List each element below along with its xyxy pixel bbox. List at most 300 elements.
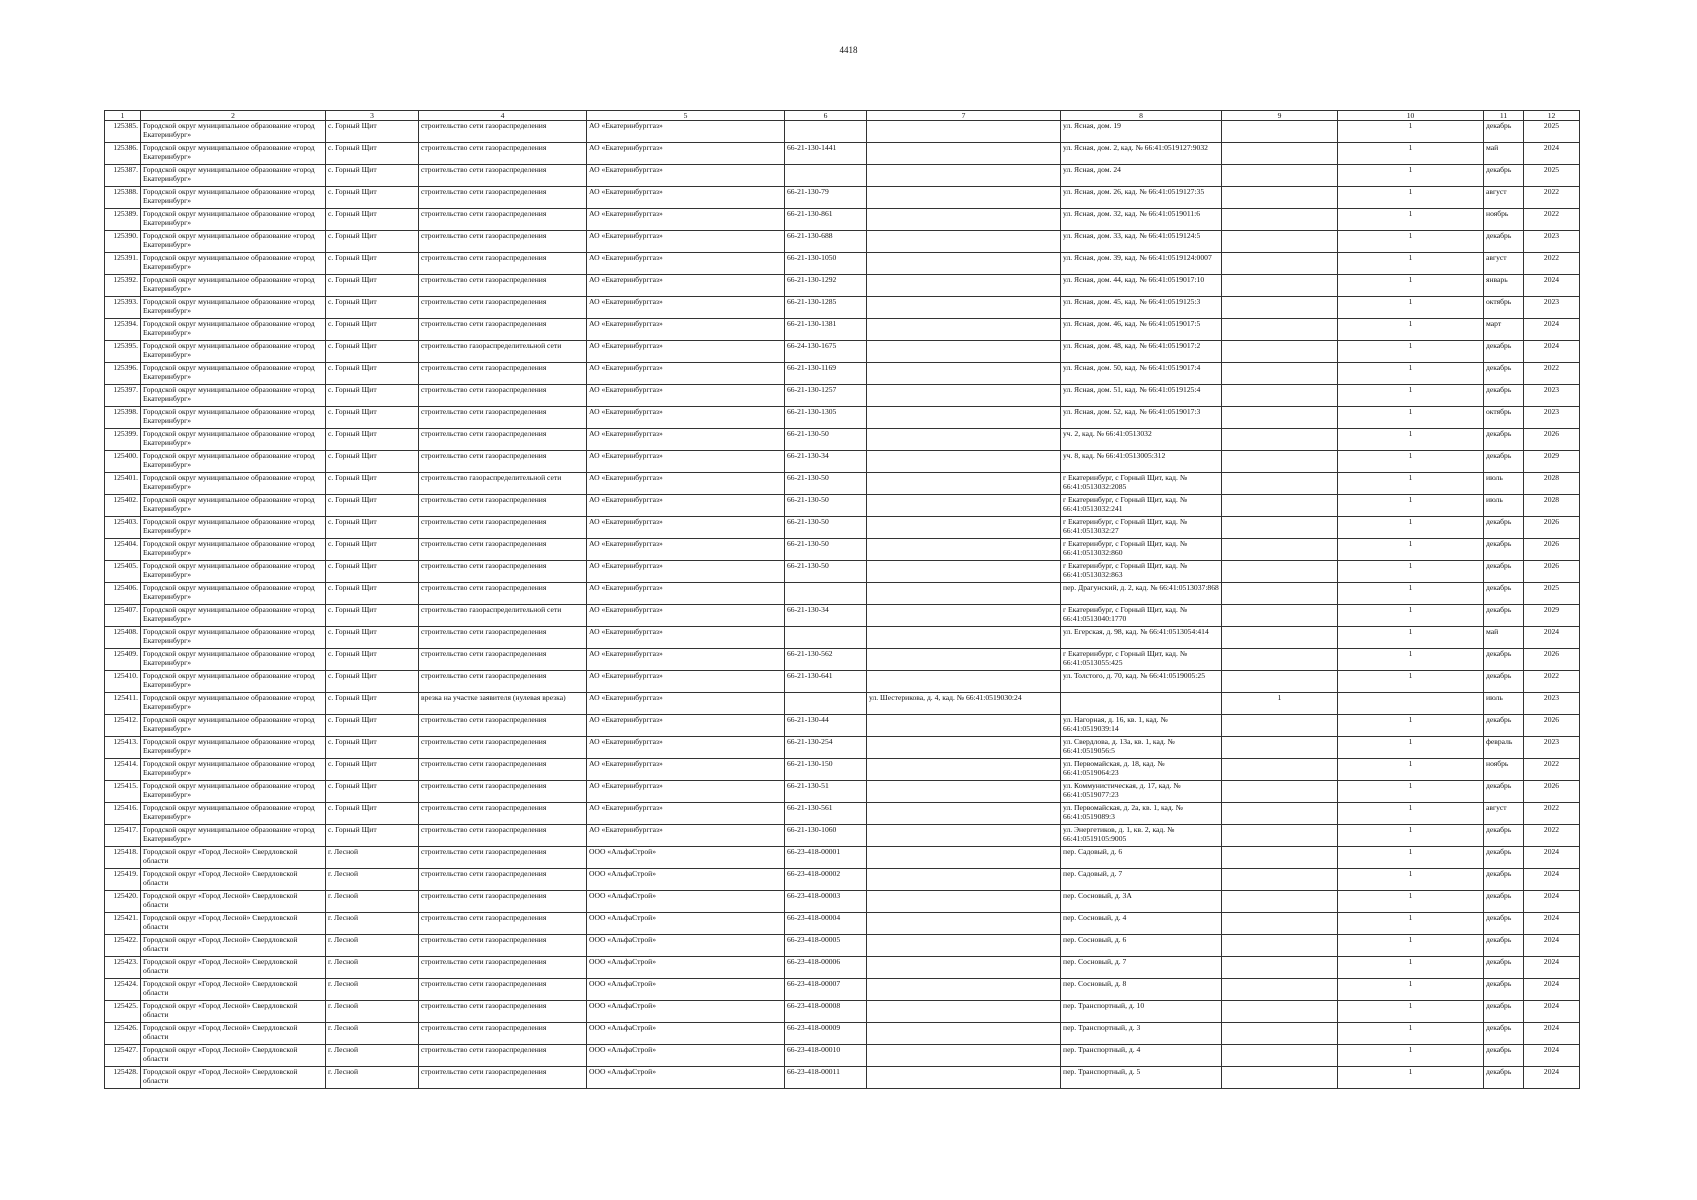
municipality-cell: Городской округ муниципальное образование «город Екатеринбург» [141, 451, 326, 473]
organization-cell: АО «Екатеринбурггаз» [587, 693, 785, 715]
table-row [105, 165, 1580, 187]
municipality-cell: Городской округ муниципальное образование «город Екатеринбург» [141, 825, 326, 847]
settlement-cell: с. Горный Щит [326, 605, 419, 627]
address-cell: ул. Ясная, дом. 32, кад. № 66:41:0519011:6 [1061, 209, 1222, 231]
month-cell: ноябрь [1484, 759, 1524, 781]
work-type-cell: строительство сети газораспределения [419, 847, 587, 869]
settlement-cell: с. Горный Щит [326, 517, 419, 539]
table-row [105, 473, 1580, 495]
column-9-cell [1222, 473, 1338, 495]
column-9-cell [1222, 1023, 1338, 1045]
column-9-cell [1222, 209, 1338, 231]
registry-number-cell: 66-23-418-00011 [785, 1067, 867, 1089]
count-cell: 1 [1338, 891, 1484, 913]
settlement-cell: г. Лесной [326, 913, 419, 935]
column-9-cell [1222, 495, 1338, 517]
settlement-cell: с. Горный Щит [326, 363, 419, 385]
year-cell: 2024 [1524, 913, 1580, 935]
column-9-cell [1222, 1067, 1338, 1089]
table-row [105, 319, 1580, 341]
municipality-cell: Городской округ муниципальное образование «город Екатеринбург» [141, 495, 326, 517]
object-address-cell [867, 121, 1061, 143]
row-number-cell: 125390. [105, 231, 141, 253]
count-cell: 1 [1338, 561, 1484, 583]
registry-number-cell: 66-21-130-50 [785, 561, 867, 583]
work-type-cell: строительство сети газораспределения [419, 275, 587, 297]
month-cell: декабрь [1484, 231, 1524, 253]
settlement-cell: с. Горный Щит [326, 473, 419, 495]
column-header-9: 9 [1222, 111, 1338, 121]
address-cell: ул. Энергетиков, д. 1, кв. 2, кад. № 66:41:0519105:9005 [1061, 825, 1222, 847]
address-cell: г Екатеринбург, с Горный Щит, кад. № 66:41:0513040:1770 [1061, 605, 1222, 627]
column-9-cell [1222, 605, 1338, 627]
column-header-1: 1 [105, 111, 141, 121]
organization-cell: АО «Екатеринбурггаз» [587, 583, 785, 605]
column-header-11: 11 [1484, 111, 1524, 121]
address-cell: пер. Транспортный, д. 4 [1061, 1045, 1222, 1067]
count-cell: 1 [1338, 121, 1484, 143]
municipality-cell: Городской округ муниципальное образование «город Екатеринбург» [141, 605, 326, 627]
count-cell: 1 [1338, 429, 1484, 451]
column-9-cell [1222, 847, 1338, 869]
settlement-cell: с. Горный Щит [326, 495, 419, 517]
column-9-cell [1222, 517, 1338, 539]
organization-cell: АО «Екатеринбурггаз» [587, 627, 785, 649]
settlement-cell: с. Горный Щит [326, 341, 419, 363]
year-cell: 2024 [1524, 1067, 1580, 1089]
count-cell: 1 [1338, 759, 1484, 781]
object-address-cell [867, 517, 1061, 539]
organization-cell: АО «Екатеринбурггаз» [587, 781, 785, 803]
year-cell: 2024 [1524, 847, 1580, 869]
object-address-cell [867, 935, 1061, 957]
column-9-cell [1222, 671, 1338, 693]
municipality-cell: Городской округ «Город Лесной» Свердловской области [141, 1045, 326, 1067]
work-type-cell: строительство сети газораспределения [419, 231, 587, 253]
work-type-cell: строительство сети газораспределения [419, 781, 587, 803]
row-number-cell: 125399. [105, 429, 141, 451]
registry-number-cell: 66-23-418-00006 [785, 957, 867, 979]
row-number-cell: 125411. [105, 693, 141, 715]
registry-number-cell: 66-21-130-50 [785, 429, 867, 451]
municipality-cell: Городской округ муниципальное образование «город Екатеринбург» [141, 385, 326, 407]
row-number-cell: 125391. [105, 253, 141, 275]
organization-cell: АО «Екатеринбурггаз» [587, 671, 785, 693]
month-cell: июль [1484, 693, 1524, 715]
work-type-cell: строительство газораспределительной сети [419, 341, 587, 363]
address-cell: г Екатеринбург, с Горный Щит, кад. № 66:41:0513032:2085 [1061, 473, 1222, 495]
address-cell: ул. Свердлова, д. 13а, кв. 1, кад. № 66:41:0519056:5 [1061, 737, 1222, 759]
settlement-cell: с. Горный Щит [326, 693, 419, 715]
column-9-cell [1222, 715, 1338, 737]
month-cell: октябрь [1484, 407, 1524, 429]
object-address-cell [867, 957, 1061, 979]
column-9-cell [1222, 869, 1338, 891]
address-cell: ул. Первомайская, д. 18, кад. № 66:41:0519064:23 [1061, 759, 1222, 781]
table-row [105, 121, 1580, 143]
object-address-cell [867, 583, 1061, 605]
column-header-2: 2 [141, 111, 326, 121]
month-cell: декабрь [1484, 891, 1524, 913]
year-cell: 2024 [1524, 1023, 1580, 1045]
month-cell: декабрь [1484, 1023, 1524, 1045]
municipality-cell: Городской округ «Город Лесной» Свердловской области [141, 935, 326, 957]
column-9-cell [1222, 231, 1338, 253]
address-cell: пер. Сосновый, д. 3А [1061, 891, 1222, 913]
row-number-cell: 125402. [105, 495, 141, 517]
work-type-cell: строительство сети газораспределения [419, 517, 587, 539]
organization-cell: АО «Екатеринбурггаз» [587, 649, 785, 671]
municipality-cell: Городской округ муниципальное образование «город Екатеринбург» [141, 693, 326, 715]
work-type-cell: строительство сети газораспределения [419, 363, 587, 385]
row-number-cell: 125395. [105, 341, 141, 363]
table-row [105, 253, 1580, 275]
registry-number-cell: 66-21-130-79 [785, 187, 867, 209]
column-9-cell [1222, 1045, 1338, 1067]
registry-number-cell: 66-21-130-1169 [785, 363, 867, 385]
work-type-cell: строительство сети газораспределения [419, 143, 587, 165]
column-9-cell [1222, 451, 1338, 473]
column-9-cell [1222, 1001, 1338, 1023]
address-cell: ул. Коммунистическая, д. 17, кад. № 66:41:0519077:23 [1061, 781, 1222, 803]
registry-number-cell: 66-21-130-254 [785, 737, 867, 759]
work-type-cell: строительство сети газораспределения [419, 121, 587, 143]
year-cell: 2023 [1524, 385, 1580, 407]
column-9-cell [1222, 297, 1338, 319]
municipality-cell: Городской округ муниципальное образование «город Екатеринбург» [141, 253, 326, 275]
registry-number-cell: 66-21-130-1381 [785, 319, 867, 341]
year-cell: 2026 [1524, 781, 1580, 803]
column-9-cell [1222, 121, 1338, 143]
table-row [105, 1001, 1580, 1023]
table-row [105, 605, 1580, 627]
column-9-cell [1222, 385, 1338, 407]
settlement-cell: с. Горный Щит [326, 165, 419, 187]
address-cell: пер. Транспортный, д. 10 [1061, 1001, 1222, 1023]
object-address-cell: ул. Шестерикова, д. 4, кад. № 66:41:0519030:24 [867, 693, 1061, 715]
organization-cell: АО «Екатеринбурггаз» [587, 561, 785, 583]
object-address-cell [867, 473, 1061, 495]
settlement-cell: с. Горный Щит [326, 319, 419, 341]
work-type-cell: строительство газораспределительной сети [419, 473, 587, 495]
work-type-cell: строительство сети газораспределения [419, 495, 587, 517]
column-9-cell [1222, 759, 1338, 781]
municipality-cell: Городской округ муниципальное образование «город Екатеринбург» [141, 407, 326, 429]
year-cell: 2025 [1524, 583, 1580, 605]
table-row [105, 363, 1580, 385]
work-type-cell: строительство сети газораспределения [419, 825, 587, 847]
registry-number-cell: 66-23-418-00005 [785, 935, 867, 957]
row-number-cell: 125397. [105, 385, 141, 407]
month-cell: май [1484, 627, 1524, 649]
table-row [105, 561, 1580, 583]
municipality-cell: Городской округ «Город Лесной» Свердловской области [141, 1067, 326, 1089]
settlement-cell: с. Горный Щит [326, 561, 419, 583]
address-cell: пер. Сосновый, д. 6 [1061, 935, 1222, 957]
object-address-cell [867, 715, 1061, 737]
address-cell: ул. Ясная, дом. 48, кад. № 66:41:0519017:2 [1061, 341, 1222, 363]
count-cell: 1 [1338, 187, 1484, 209]
row-number-cell: 125392. [105, 275, 141, 297]
count-cell: 1 [1338, 297, 1484, 319]
row-number-cell: 125418. [105, 847, 141, 869]
table-row [105, 649, 1580, 671]
work-type-cell: строительство сети газораспределения [419, 715, 587, 737]
count-cell: 1 [1338, 1023, 1484, 1045]
settlement-cell: с. Горный Щит [326, 583, 419, 605]
count-cell: 1 [1338, 627, 1484, 649]
year-cell: 2026 [1524, 649, 1580, 671]
table-row [105, 825, 1580, 847]
table-row [105, 495, 1580, 517]
row-number-cell: 125407. [105, 605, 141, 627]
row-number-cell: 125415. [105, 781, 141, 803]
municipality-cell: Городской округ муниципальное образование «город Екатеринбург» [141, 319, 326, 341]
row-number-cell: 125408. [105, 627, 141, 649]
address-cell: пер. Драгунский, д. 2, кад. № 66:41:0513037:868 [1061, 583, 1222, 605]
registry-number-cell: 66-21-130-50 [785, 473, 867, 495]
address-cell: г Екатеринбург, с Горный Щит, кад. № 66:41:0513032:241 [1061, 495, 1222, 517]
settlement-cell: г. Лесной [326, 869, 419, 891]
table-row [105, 297, 1580, 319]
year-cell: 2024 [1524, 869, 1580, 891]
settlement-cell: с. Горный Щит [326, 737, 419, 759]
organization-cell: АО «Екатеринбурггаз» [587, 737, 785, 759]
year-cell: 2026 [1524, 539, 1580, 561]
column-9-cell [1222, 319, 1338, 341]
year-cell: 2022 [1524, 187, 1580, 209]
count-cell: 1 [1338, 473, 1484, 495]
organization-cell: АО «Екатеринбурггаз» [587, 385, 785, 407]
municipality-cell: Городской округ «Город Лесной» Свердловской области [141, 957, 326, 979]
month-cell: декабрь [1484, 715, 1524, 737]
municipality-cell: Городской округ «Город Лесной» Свердловской области [141, 869, 326, 891]
municipality-cell: Городской округ «Город Лесной» Свердловской области [141, 913, 326, 935]
column-9-cell [1222, 913, 1338, 935]
month-cell: декабрь [1484, 1001, 1524, 1023]
work-type-cell: строительство сети газораспределения [419, 737, 587, 759]
registry-number-cell: 66-21-130-1285 [785, 297, 867, 319]
organization-cell: АО «Екатеринбурггаз» [587, 495, 785, 517]
year-cell: 2023 [1524, 693, 1580, 715]
month-cell: декабрь [1484, 583, 1524, 605]
row-number-cell: 125398. [105, 407, 141, 429]
count-cell: 1 [1338, 363, 1484, 385]
object-address-cell [867, 363, 1061, 385]
work-type-cell: строительство сети газораспределения [419, 1067, 587, 1089]
municipality-cell: Городской округ «Город Лесной» Свердловской области [141, 1023, 326, 1045]
column-9-cell [1222, 143, 1338, 165]
year-cell: 2028 [1524, 473, 1580, 495]
registry-number-cell: 66-21-130-44 [785, 715, 867, 737]
registry-table [104, 110, 1580, 1089]
registry-number-cell: 66-21-130-561 [785, 803, 867, 825]
work-type-cell: строительство сети газораспределения [419, 803, 587, 825]
column-9-cell [1222, 891, 1338, 913]
table-row [105, 671, 1580, 693]
column-header-7: 7 [867, 111, 1061, 121]
table-row [105, 429, 1580, 451]
object-address-cell [867, 165, 1061, 187]
table-row [105, 627, 1580, 649]
object-address-cell [867, 913, 1061, 935]
organization-cell: ООО «АльфаСтрой» [587, 1045, 785, 1067]
address-cell: ул. Ясная, дом. 52, кад. № 66:41:0519017:3 [1061, 407, 1222, 429]
year-cell: 2023 [1524, 231, 1580, 253]
organization-cell: ООО «АльфаСтрой» [587, 979, 785, 1001]
settlement-cell: г. Лесной [326, 979, 419, 1001]
work-type-cell: строительство сети газораспределения [419, 957, 587, 979]
registry-number-cell: 66-21-130-1292 [785, 275, 867, 297]
month-cell: июль [1484, 495, 1524, 517]
month-cell: декабрь [1484, 1067, 1524, 1089]
month-cell: декабрь [1484, 869, 1524, 891]
settlement-cell: г. Лесной [326, 1023, 419, 1045]
count-cell: 1 [1338, 1067, 1484, 1089]
organization-cell: ООО «АльфаСтрой» [587, 935, 785, 957]
settlement-cell: г. Лесной [326, 1067, 419, 1089]
registry-number-cell: 66-24-130-1675 [785, 341, 867, 363]
work-type-cell: строительство сети газораспределения [419, 649, 587, 671]
municipality-cell: Городской округ муниципальное образование «город Екатеринбург» [141, 803, 326, 825]
year-cell: 2024 [1524, 957, 1580, 979]
table-row [105, 385, 1580, 407]
table-row [105, 847, 1580, 869]
row-number-cell: 125410. [105, 671, 141, 693]
count-cell: 1 [1338, 583, 1484, 605]
object-address-cell [867, 495, 1061, 517]
municipality-cell: Городской округ муниципальное образование «город Екатеринбург» [141, 759, 326, 781]
column-9-cell [1222, 165, 1338, 187]
address-cell: ул. Толстого, д. 70, кад. № 66:41:0519005:25 [1061, 671, 1222, 693]
count-cell: 1 [1338, 803, 1484, 825]
organization-cell: ООО «АльфаСтрой» [587, 1001, 785, 1023]
settlement-cell: с. Горный Щит [326, 671, 419, 693]
count-cell: 1 [1338, 715, 1484, 737]
month-cell: декабрь [1484, 429, 1524, 451]
row-number-cell: 125419. [105, 869, 141, 891]
registry-number-cell: 66-21-130-150 [785, 759, 867, 781]
municipality-cell: Городской округ муниципальное образование «город Екатеринбург» [141, 209, 326, 231]
registry-number-cell: 66-21-130-1050 [785, 253, 867, 275]
table-row [105, 187, 1580, 209]
work-type-cell: строительство сети газораспределения [419, 671, 587, 693]
row-number-cell: 125416. [105, 803, 141, 825]
registry-number-cell: 66-23-418-00001 [785, 847, 867, 869]
organization-cell: АО «Екатеринбурггаз» [587, 121, 785, 143]
organization-cell: ООО «АльфаСтрой» [587, 1023, 785, 1045]
column-9-cell [1222, 737, 1338, 759]
count-cell: 1 [1338, 671, 1484, 693]
object-address-cell [867, 429, 1061, 451]
work-type-cell: строительство сети газораспределения [419, 913, 587, 935]
municipality-cell: Городской округ муниципальное образование «город Екатеринбург» [141, 363, 326, 385]
settlement-cell: с. Горный Щит [326, 209, 419, 231]
registry-number-cell [785, 165, 867, 187]
work-type-cell: строительство сети газораспределения [419, 979, 587, 1001]
object-address-cell [867, 275, 1061, 297]
row-number-cell: 125425. [105, 1001, 141, 1023]
municipality-cell: Городской округ муниципальное образование «город Екатеринбург» [141, 715, 326, 737]
column-header-12: 12 [1524, 111, 1580, 121]
work-type-cell: строительство сети газораспределения [419, 1001, 587, 1023]
object-address-cell [867, 1045, 1061, 1067]
row-number-cell: 125405. [105, 561, 141, 583]
year-cell: 2022 [1524, 363, 1580, 385]
table-row [105, 209, 1580, 231]
column-9-cell [1222, 979, 1338, 1001]
table-row [105, 275, 1580, 297]
registry-number-cell [785, 627, 867, 649]
column-9-cell [1222, 935, 1338, 957]
work-type-cell: строительство сети газораспределения [419, 253, 587, 275]
object-address-cell [867, 1001, 1061, 1023]
count-cell: 1 [1338, 913, 1484, 935]
organization-cell: АО «Екатеринбурггаз» [587, 407, 785, 429]
row-number-cell: 125424. [105, 979, 141, 1001]
month-cell: декабрь [1484, 1045, 1524, 1067]
organization-cell: АО «Екатеринбурггаз» [587, 759, 785, 781]
column-9-cell [1222, 429, 1338, 451]
year-cell: 2024 [1524, 319, 1580, 341]
row-number-cell: 125401. [105, 473, 141, 495]
municipality-cell: Городской округ «Город Лесной» Свердловской области [141, 979, 326, 1001]
municipality-cell: Городской округ муниципальное образование «город Екатеринбург» [141, 275, 326, 297]
organization-cell: АО «Екатеринбурггаз» [587, 275, 785, 297]
organization-cell: АО «Екатеринбурггаз» [587, 605, 785, 627]
organization-cell: АО «Екатеринбурггаз» [587, 363, 785, 385]
municipality-cell: Городской округ муниципальное образование «город Екатеринбург» [141, 187, 326, 209]
settlement-cell: с. Горный Щит [326, 275, 419, 297]
settlement-cell: с. Горный Щит [326, 759, 419, 781]
month-cell: август [1484, 253, 1524, 275]
settlement-cell: с. Горный Щит [326, 803, 419, 825]
work-type-cell: строительство сети газораспределения [419, 297, 587, 319]
year-cell: 2024 [1524, 627, 1580, 649]
address-cell: г Екатеринбург, с Горный Щит, кад. № 66:41:0513032:863 [1061, 561, 1222, 583]
registry-number-cell: 66-21-130-34 [785, 605, 867, 627]
count-cell: 1 [1338, 275, 1484, 297]
settlement-cell: с. Горный Щит [326, 781, 419, 803]
address-cell: ул. Ясная, дом. 2, кад. № 66:41:0519127:9032 [1061, 143, 1222, 165]
month-cell: декабрь [1484, 671, 1524, 693]
address-cell: ул. Ясная, дом. 24 [1061, 165, 1222, 187]
settlement-cell: г. Лесной [326, 1001, 419, 1023]
work-type-cell: строительство сети газораспределения [419, 627, 587, 649]
column-header-3: 3 [326, 111, 419, 121]
table-row [105, 693, 1580, 715]
count-cell: 1 [1338, 847, 1484, 869]
month-cell: декабрь [1484, 935, 1524, 957]
organization-cell: АО «Екатеринбурггаз» [587, 319, 785, 341]
year-cell: 2022 [1524, 803, 1580, 825]
work-type-cell: строительство сети газораспределения [419, 407, 587, 429]
organization-cell: АО «Екатеринбурггаз» [587, 209, 785, 231]
table-body [105, 121, 1580, 1089]
row-number-cell: 125393. [105, 297, 141, 319]
organization-cell: АО «Екатеринбурггаз» [587, 429, 785, 451]
year-cell: 2023 [1524, 737, 1580, 759]
settlement-cell: г. Лесной [326, 957, 419, 979]
month-cell: январь [1484, 275, 1524, 297]
count-cell: 1 [1338, 253, 1484, 275]
year-cell: 2022 [1524, 209, 1580, 231]
year-cell: 2022 [1524, 671, 1580, 693]
row-number-cell: 125400. [105, 451, 141, 473]
settlement-cell: с. Горный Щит [326, 649, 419, 671]
table-row [105, 451, 1580, 473]
work-type-cell: строительство сети газораспределения [419, 209, 587, 231]
